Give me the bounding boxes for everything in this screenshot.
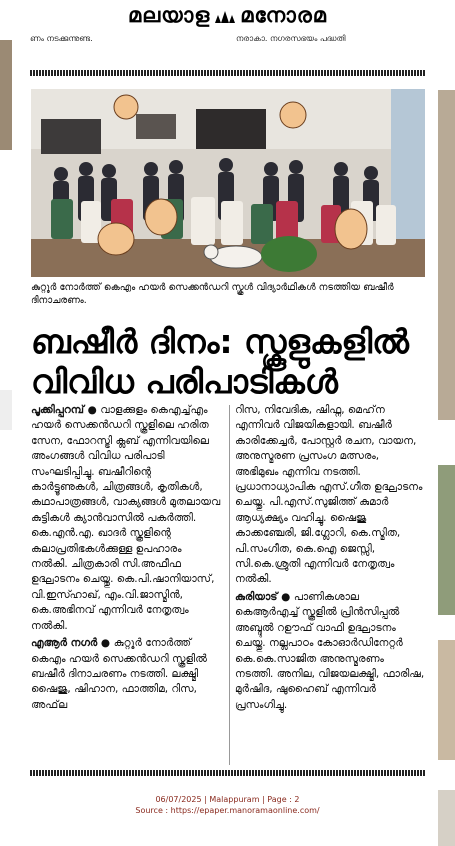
page-footer: [0, 794, 455, 816]
footer-source-label: Source :: [135, 806, 171, 815]
headline-line-2: വിവിധ പരിപാടികൾ: [31, 362, 338, 401]
paragraph-text: പാണികശാല കെആർഎച്ച് സ്കൂളിൽ പ്രിൻസിപ്പൽ അബ്ദുൽ റഊഫ് വാഫി ഉദ്ഘാടനം ചെയ്തു. നല്ലപാഠം കോഓർഡിനേറ്റർ കെ.കെ.സാജിത അനുസ്മരണം നടത്തി. അനില, വിജയലക്ഷ്മി, ഫാരിഷ, മുർഷിദ, ഷുഹൈബ് എന്നിവർ പ്രസംഗിച്ചു.: [235, 590, 425, 711]
article-headline: [31, 322, 431, 402]
left-neighbour-column: [0, 30, 12, 846]
footer-source-link[interactable]: https://epaper.manoramaonline.com/: [170, 806, 320, 815]
masthead-left: മലയാള: [128, 2, 211, 27]
dateline: എആർ നഗർ ●: [31, 637, 114, 650]
paragraph-text: റിസ, നിവേദിക, ഷിഫ്ന, മെഹ്‌ന എന്നിവർ വിജയികളായി. ബഷീർ കാരിക്കേച്ചർ, പോസ്റ്റർ രചന, വായന, അനുസ്മരണ പ്രസംഗ മത്സരം, അഭിമുഖം എന്നിവ നടത്തി. പ്രധാനാധ്യാപിക എസ്.ഗീത ഉദ്ഘാടനം ചെയ്തു. പി.എസ്.സുജിത്ത് കുമാർ ആധ്യക്ഷ്യം വഹിച്ചു. ഷൈജു കാക്കഞ്ചേരി, ജി.ഗ്ലോറി, കെ.സ്മിത, പി.സംഗീത, കെ.ഐ ജെസ്സി, സി.കെ.ശ്രുതി എന്നിവർ നേതൃത്വം നൽകി.: [235, 404, 423, 586]
dateline: പൂക്കിപ്പറമ്പ് ●: [31, 404, 101, 416]
photo-caption: കുറ്റൂർ നോർത്ത് കെഎം ഹയർ സെക്കൻഡറി സ്കൂൾ വിദ്യാർഥികൾ നടത്തിയ ബഷീർ ദിനാചരണം.: [31, 282, 394, 306]
strip-col1: ണം നടക്കുന്നുണ്ട.: [30, 34, 93, 43]
article-column-2: [235, 403, 425, 713]
right-neighbour-column: [438, 30, 455, 846]
bottom-dotted-rule: [30, 770, 426, 776]
article-column-1: [31, 403, 221, 713]
headline-line-1: ബഷീർ ദിനം: സ്കൂളുകളിൽ: [31, 322, 409, 361]
footer-source: [0, 805, 455, 816]
masthead: [0, 0, 455, 30]
masthead-emblem-icon: [214, 10, 236, 24]
students-photo-illustration: [31, 89, 425, 277]
paragraph: [235, 590, 425, 713]
paragraph: [31, 636, 221, 713]
top-dotted-rule: [30, 70, 426, 76]
paragraph: [31, 403, 221, 634]
footer-date-page: 06/07/2025 | Malappuram | Page : 2: [155, 795, 300, 804]
strip-col2: നരാകാ. നഗരസഭയം പദ്ധതി: [236, 34, 346, 43]
paragraph-text: വാളക്കുളം കെഎച്ച്എം ഹയർ സെക്കൻഡറി സ്കൂളിലെ ഹരിത സേന, ഫോറസ്ട്രി ക്ലബ് എന്നിവയിലെ അംഗങ്ങൾ വിവിധ പരിപാടി സംഘടിപ്പിച്ചു. ബഷീറിന്റെ കാർട്ടൂണുകൾ, ചിത്രങ്ങൾ, കൃതികൾ, കഥാപാത്രങ്ങൾ, വാക്യങ്ങൾ മുതലായവ കുട്ടികൾ ക്യാൻവാസിൽ പകർത്തി. കെ.എൻ.എ. ഖാദർ സ്കൂളിന്റെ കലാപ്രതിഭകൾക്കുള്ള ഉപഹാരം നൽകി. ചിത്രകാരി സി.അഫീഫ ഉദ്ഘാടനം ചെയ്തു. കെ.പി.ഷാനിയാസ്, വി.ഇസ്ഹാഖ്, എം.വി.ജാസ്മിൻ, കെ.അഭിനവ് എന്നിവർ നേതൃത്വം നൽകി.: [31, 404, 221, 632]
paragraph: [235, 403, 425, 588]
paragraph-text: കുറ്റൂർ നോർത്ത് കെഎം ഹയർ സെക്കൻഡറി സ്കൂളിൽ ബഷീർ ദിനാചരണം നടത്തി. ലക്ഷ്മി ഷൈജു, ഷിഹാന, ഫാത്തിമ, റിസ, അഫ്‌ല: [31, 637, 207, 711]
dateline: കുരിയാട് ●: [235, 590, 294, 603]
article-photo: [31, 89, 425, 277]
column-divider: [229, 405, 230, 765]
masthead-right: മനോരമ: [240, 2, 327, 27]
